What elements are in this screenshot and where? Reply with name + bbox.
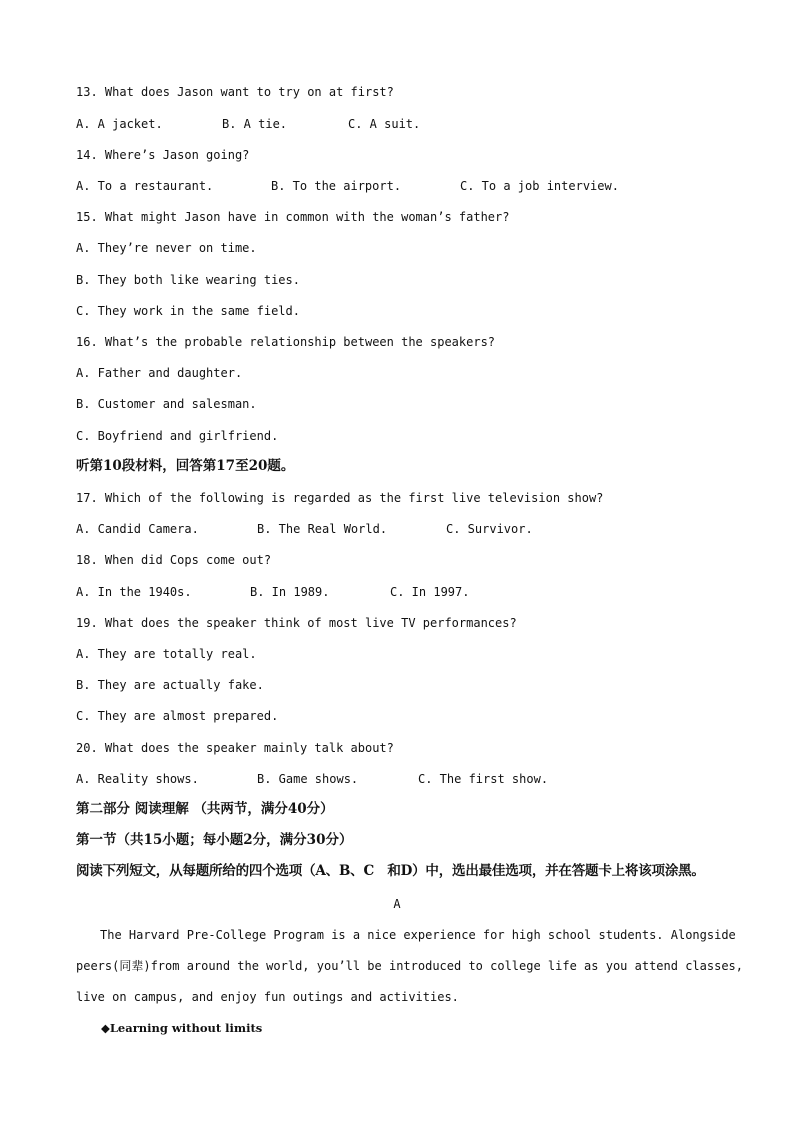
passage-subheading: ◆Learning without limits bbox=[101, 1021, 263, 1035]
section-10-heading: 听第10段材料，回答第17至20题。 bbox=[76, 458, 295, 474]
passage-line-2: peers(同辈)from around the world, you’ll be introduced to college life as you attend classes, bbox=[76, 959, 743, 973]
part-2-heading: 第二部分 阅读理解 （共两节，满分40分） bbox=[76, 801, 334, 817]
question-14-options bbox=[76, 178, 619, 194]
option-a: A. A jacket. bbox=[76, 117, 163, 131]
option-c: C. To a job interview. bbox=[460, 179, 619, 193]
option-b: B. Game shows. bbox=[257, 772, 359, 786]
question-19-option-a: A. They are totally real. bbox=[76, 647, 257, 661]
option-a: A. In the 1940s. bbox=[76, 585, 192, 599]
option-c: C. Survivor. bbox=[446, 522, 533, 536]
passage-letter: A bbox=[393, 897, 401, 911]
question-18-options bbox=[76, 584, 469, 600]
option-a: A. To a restaurant. bbox=[76, 179, 214, 193]
option-c: C. In 1997. bbox=[390, 585, 470, 599]
question-16-stem: 16. What’s the probable relationship between the speakers? bbox=[76, 335, 496, 349]
question-19-stem: 19. What does the speaker think of most live TV performances? bbox=[76, 616, 517, 630]
option-c: C. A suit. bbox=[348, 117, 421, 131]
question-19-option-c: C. They are almost prepared. bbox=[76, 709, 279, 723]
question-17-options bbox=[76, 521, 533, 537]
question-13-options bbox=[76, 116, 420, 132]
question-15-option-b: B. They both like wearing ties. bbox=[76, 273, 300, 287]
question-15-stem: 15. What might Jason have in common with the woman’s father? bbox=[76, 210, 510, 224]
question-19-option-b: B. They are actually fake. bbox=[76, 678, 264, 692]
question-13-stem: 13. What does Jason want to try on at first? bbox=[76, 85, 394, 99]
question-17-stem: 17. Which of the following is regarded as the first live television show? bbox=[76, 491, 604, 505]
option-a: A. Candid Camera. bbox=[76, 522, 199, 536]
question-15-option-c: C. They work in the same field. bbox=[76, 304, 300, 318]
question-20-options bbox=[76, 771, 548, 787]
reading-instruction: 阅读下列短文，从每题所给的四个选项（A、B、C 和D）中，选出最佳选项，并在答题卡上将该项涂黑。 bbox=[76, 863, 705, 879]
option-b: B. To the airport. bbox=[271, 179, 402, 193]
question-16-option-a: A. Father and daughter. bbox=[76, 366, 243, 380]
question-16-option-c: C. Boyfriend and girlfriend. bbox=[76, 429, 279, 443]
question-16-option-b: B. Customer and salesman. bbox=[76, 397, 257, 411]
passage-line-1: The Harvard Pre-College Program is a nice experience for high school students. Alongside bbox=[100, 928, 736, 942]
question-18-stem: 18. When did Cops come out? bbox=[76, 553, 272, 567]
question-14-stem: 14. Where’s Jason going? bbox=[76, 148, 250, 162]
option-c: C. The first show. bbox=[418, 772, 549, 786]
question-20-stem: 20. What does the speaker mainly talk about? bbox=[76, 741, 394, 755]
option-a: A. Reality shows. bbox=[76, 772, 199, 786]
question-15-option-a: A. They’re never on time. bbox=[76, 241, 257, 255]
section-1-heading: 第一节（共15小题；每小题2分，满分30分） bbox=[76, 832, 353, 848]
passage-line-3: live on campus, and enjoy fun outings and activities. bbox=[76, 990, 459, 1004]
option-b: B. In 1989. bbox=[250, 585, 330, 599]
option-b: B. A tie. bbox=[222, 117, 288, 131]
option-b: B. The Real World. bbox=[257, 522, 388, 536]
